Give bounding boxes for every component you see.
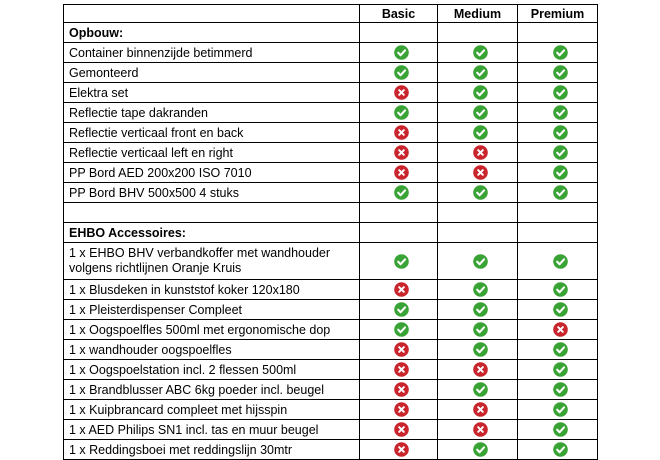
feature-label: 1 x Blusdeken in kunststof koker 120x180: [64, 280, 360, 300]
check-icon: [394, 185, 409, 200]
check-icon: [473, 254, 488, 269]
check-icon: [553, 254, 568, 269]
basic-mark-cell: [360, 63, 438, 83]
check-icon: [553, 65, 568, 80]
check-icon: [553, 402, 568, 417]
check-icon: [553, 362, 568, 377]
table-row: [64, 340, 598, 360]
premium-mark-cell: [518, 320, 598, 340]
basic-mark-cell: [360, 280, 438, 300]
premium-mark-cell: [518, 83, 598, 103]
basic-mark-cell: [360, 103, 438, 123]
cross-icon: [473, 402, 488, 417]
basic-mark-cell: [360, 420, 438, 440]
cross-icon: [394, 145, 409, 160]
feature-label: 1 x Kuipbrancard compleet met hijsspin: [64, 400, 360, 420]
check-icon: [553, 125, 568, 140]
table-row: [64, 43, 598, 63]
check-icon: [394, 65, 409, 80]
feature-label: 1 x wandhouder oogspoelfles: [64, 340, 360, 360]
check-icon: [553, 85, 568, 100]
table-row: [64, 280, 598, 300]
feature-label: Gemonteerd: [64, 63, 360, 83]
table-row: [64, 63, 598, 83]
premium-mark-cell: [518, 123, 598, 143]
medium-mark-cell: [438, 83, 518, 103]
section-empty-cell: [360, 223, 438, 243]
table-row: [64, 300, 598, 320]
section-title: Opbouw:: [64, 23, 360, 43]
basic-mark-cell: [360, 360, 438, 380]
cross-icon: [394, 282, 409, 297]
medium-mark-cell: [438, 300, 518, 320]
premium-mark-cell: [518, 163, 598, 183]
check-icon: [473, 85, 488, 100]
medium-mark-cell: [438, 400, 518, 420]
cross-icon: [394, 85, 409, 100]
check-icon: [553, 185, 568, 200]
header-premium: Premium: [518, 5, 598, 23]
basic-mark-cell: [360, 143, 438, 163]
check-icon: [473, 105, 488, 120]
table-row: [64, 163, 598, 183]
cross-icon: [394, 422, 409, 437]
basic-mark-cell: [360, 163, 438, 183]
medium-mark-cell: [438, 320, 518, 340]
check-icon: [473, 185, 488, 200]
header-row: [64, 5, 598, 23]
table-row: [64, 103, 598, 123]
check-icon: [553, 105, 568, 120]
spacer-cell: [518, 203, 598, 223]
check-icon: [394, 45, 409, 60]
premium-mark-cell: [518, 43, 598, 63]
cross-icon: [473, 145, 488, 160]
table-row: [64, 183, 598, 203]
basic-mark-cell: [360, 380, 438, 400]
premium-mark-cell: [518, 300, 598, 320]
check-icon: [473, 342, 488, 357]
feature-label: 1 x Reddingsboei met reddingslijn 30mtr: [64, 440, 360, 460]
cross-icon: [394, 342, 409, 357]
table-row: [64, 83, 598, 103]
spacer-row: [64, 203, 598, 223]
feature-label: 1 x Pleisterdispenser Compleet: [64, 300, 360, 320]
feature-label: Elektra set: [64, 83, 360, 103]
premium-mark-cell: [518, 103, 598, 123]
section-empty-cell: [438, 223, 518, 243]
basic-mark-cell: [360, 300, 438, 320]
section-title: EHBO Accessoires:: [64, 223, 360, 243]
section-empty-cell: [518, 23, 598, 43]
cross-icon: [553, 322, 568, 337]
feature-label: PP Bord BHV 500x500 4 stuks: [64, 183, 360, 203]
check-icon: [473, 382, 488, 397]
medium-mark-cell: [438, 420, 518, 440]
medium-mark-cell: [438, 243, 518, 280]
check-icon: [473, 322, 488, 337]
spacer-cell: [438, 203, 518, 223]
table-row: [64, 380, 598, 400]
check-icon: [553, 282, 568, 297]
section-empty-cell: [518, 223, 598, 243]
premium-mark-cell: [518, 63, 598, 83]
spacer-cell: [360, 203, 438, 223]
feature-label: 1 x AED Philips SN1 incl. tas en muur beugel: [64, 420, 360, 440]
premium-mark-cell: [518, 360, 598, 380]
cross-icon: [394, 402, 409, 417]
check-icon: [473, 125, 488, 140]
basic-mark-cell: [360, 340, 438, 360]
check-icon: [553, 165, 568, 180]
basic-mark-cell: [360, 243, 438, 280]
feature-label: 1 x Brandblusser ABC 6kg poeder incl. beugel: [64, 380, 360, 400]
premium-mark-cell: [518, 340, 598, 360]
check-icon: [553, 45, 568, 60]
check-icon: [473, 282, 488, 297]
header-medium: Medium: [438, 5, 518, 23]
basic-mark-cell: [360, 43, 438, 63]
medium-mark-cell: [438, 63, 518, 83]
check-icon: [473, 45, 488, 60]
cross-icon: [394, 362, 409, 377]
premium-mark-cell: [518, 420, 598, 440]
medium-mark-cell: [438, 43, 518, 63]
table-row: [64, 360, 598, 380]
medium-mark-cell: [438, 340, 518, 360]
cross-icon: [473, 422, 488, 437]
check-icon: [394, 302, 409, 317]
cross-icon: [394, 165, 409, 180]
basic-mark-cell: [360, 183, 438, 203]
section-header-row: [64, 223, 598, 243]
table-row: [64, 143, 598, 163]
section-header-row: [64, 23, 598, 43]
check-icon: [394, 105, 409, 120]
check-icon: [553, 382, 568, 397]
feature-label: Container binnenzijde betimmerd: [64, 43, 360, 63]
feature-label: 1 x EHBO BHV verbandkoffer met wandhouder volgens richtlijnen Oranje Kruis: [64, 243, 360, 280]
cross-icon: [394, 125, 409, 140]
table-row: [64, 243, 598, 280]
basic-mark-cell: [360, 320, 438, 340]
premium-mark-cell: [518, 280, 598, 300]
premium-mark-cell: [518, 400, 598, 420]
check-icon: [553, 422, 568, 437]
check-icon: [473, 302, 488, 317]
medium-mark-cell: [438, 163, 518, 183]
medium-mark-cell: [438, 280, 518, 300]
medium-mark-cell: [438, 103, 518, 123]
table-body: [64, 23, 598, 460]
table-row: [64, 320, 598, 340]
check-icon: [553, 145, 568, 160]
medium-mark-cell: [438, 380, 518, 400]
header-blank-cell: [64, 5, 360, 23]
medium-mark-cell: [438, 143, 518, 163]
cross-icon: [394, 382, 409, 397]
comparison-table: [63, 4, 598, 460]
table-row: [64, 400, 598, 420]
check-icon: [394, 254, 409, 269]
header-basic: Basic: [360, 5, 438, 23]
premium-mark-cell: [518, 183, 598, 203]
basic-mark-cell: [360, 400, 438, 420]
check-icon: [473, 65, 488, 80]
feature-label: 1 x Oogspoelstation incl. 2 flessen 500ml: [64, 360, 360, 380]
cross-icon: [473, 362, 488, 377]
cross-icon: [473, 165, 488, 180]
medium-mark-cell: [438, 360, 518, 380]
premium-mark-cell: [518, 380, 598, 400]
basic-mark-cell: [360, 83, 438, 103]
table-row: [64, 420, 598, 440]
check-icon: [394, 322, 409, 337]
premium-mark-cell: [518, 243, 598, 280]
premium-mark-cell: [518, 143, 598, 163]
feature-label: Reflectie verticaal left en right: [64, 143, 360, 163]
basic-mark-cell: [360, 123, 438, 143]
feature-label: 1 x Oogspoelfles 500ml met ergonomische dop: [64, 320, 360, 340]
section-empty-cell: [360, 23, 438, 43]
table-row: [64, 123, 598, 143]
feature-label: Reflectie tape dakranden: [64, 103, 360, 123]
feature-label: Reflectie verticaal front en back: [64, 123, 360, 143]
medium-mark-cell: [438, 123, 518, 143]
feature-label: PP Bord AED 200x200 ISO 7010: [64, 163, 360, 183]
check-icon: [553, 342, 568, 357]
check-icon: [553, 302, 568, 317]
section-empty-cell: [438, 23, 518, 43]
medium-mark-cell: [438, 183, 518, 203]
spacer-cell: [64, 203, 360, 223]
